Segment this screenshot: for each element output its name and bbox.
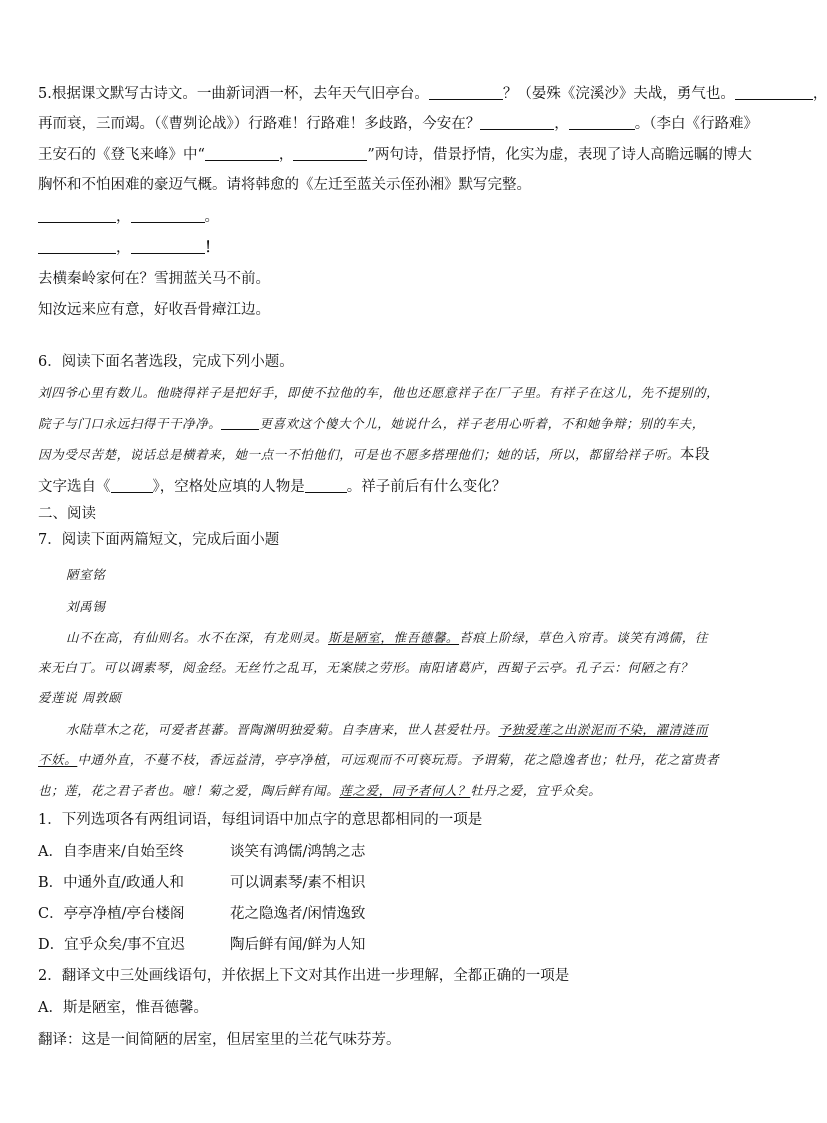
essay2-line-3: 也；莲，花之君子者也。噫！菊之爱，陶后鲜有闻。莲之爱，同予者何人？牡丹之爱，宜乎众矣。 — [38, 783, 602, 798]
option-a-second: 谈笑有鸿儒/鸿鹄之志 — [230, 844, 366, 860]
q5-text: ， — [812, 86, 827, 102]
answer-blank[interactable] — [38, 238, 116, 254]
q5-text: 知汝远来应有意，好收吾骨瘴江边。 — [38, 302, 270, 318]
q5-text: ”两句诗，借景抒情，化实为虚，表现了诗人高瞻远瞩的博大 — [367, 147, 752, 163]
option-c[interactable]: C．亭亭净植/亭台楼阁 — [38, 906, 185, 922]
underlined-sentence: 斯是陋室，惟吾德馨。 — [328, 630, 460, 645]
q5-text: ！ — [204, 239, 219, 256]
answer-blank[interactable] — [429, 84, 503, 100]
subq2-option-a[interactable]: A．斯是陋室，惟吾德馨。 — [38, 1000, 208, 1016]
subq2-translation: 翻译：这是一间简陋的居室，但居室里的兰花气味芬芳。 — [38, 1032, 401, 1048]
q5-line-2 — [38, 114, 758, 134]
answer-blank[interactable] — [735, 84, 813, 100]
q5-line-3 — [38, 145, 752, 165]
answer-blank[interactable] — [38, 207, 116, 223]
answer-blank[interactable] — [131, 238, 205, 254]
q5-line-4 — [38, 175, 531, 195]
essay1-line-2: 来无白丁。可以调素琴，阅金经。无丝竹之乱耳，无案牍之劳形。南阳诸葛庐，西蜀子云亭。孔子云：何陋之有？ — [38, 660, 694, 675]
q5-line-5 — [38, 207, 219, 227]
essay1-line-1: 山不在高，有仙则名。水不在深，有龙则灵。斯是陋室，惟吾德馨。苔痕上阶绿，草色入帘青。谈笑有鸿儒，往 — [66, 630, 708, 645]
essay2-line-2: 不妖。中通外直，不蔓不枝，香远益清，亭亭净植，可远观而不可亵玩焉。予谓菊，花之隐逸者也；牡丹，花之富贵者 — [38, 752, 720, 767]
q6-passage-line-1: 刘四爷心里有数儿。他晓得祥子是把好手，即使不拉他的车，他也还愿意祥子在厂子里。有祥子在这儿，先不提别的， — [38, 385, 720, 400]
subq1-title: 1．下列选项各有两组词语，每组词语中加点字的意思都相同的一项是 — [38, 812, 483, 828]
q5-line-6 — [38, 238, 219, 258]
answer-blank[interactable] — [293, 145, 367, 161]
q5-text: 。（李白《行路难》 — [634, 116, 758, 132]
underlined-sentence: 予独爱莲之出淤泥而不染，濯清涟而 — [498, 722, 708, 737]
q5-text: 胸怀和不怕困难的豪迈气概。请将韩愈的《左迁至蓝关示侄孙湘》默写完整。 — [38, 177, 531, 193]
answer-blank[interactable] — [569, 114, 635, 130]
q5-line-1 — [38, 84, 827, 104]
option-b[interactable]: B．中通外直/政通人和 — [38, 875, 185, 891]
q5-text: 王安石的《登飞来峰》中“ — [38, 147, 205, 163]
option-d-second: 陶后鲜有闻/鲜为人知 — [230, 937, 366, 953]
option-b-second: 可以调素琴/素不相识 — [230, 875, 366, 891]
q5-text: 5.根据课文默写古诗文。一曲新词酒一杯，去年天气旧亭台。 — [38, 86, 429, 102]
q5-text: 夫战，勇气也。 — [633, 86, 735, 102]
q5-text: ， — [554, 116, 569, 132]
q5-text: 再而衰，三而竭。（《曹刿论战》）行路难！行路难！多歧路，今安在？ — [38, 116, 481, 132]
q5-text: ， — [278, 147, 294, 163]
answer-blank[interactable] — [480, 114, 554, 130]
option-c-second: 花之隐逸者/闲情逸致 — [230, 906, 366, 922]
answer-blank[interactable] — [305, 477, 347, 493]
answer-blank[interactable] — [221, 414, 259, 430]
essay1-title: 陋室铭 — [66, 567, 106, 582]
option-a[interactable]: A．自李唐来/自始至终 — [38, 844, 184, 860]
answer-blank[interactable] — [205, 145, 279, 161]
essay2-line-1: 水陆草木之花，可爱者甚蕃。晋陶渊明独爱菊。自李唐来，世人甚爱牡丹。予独爱莲之出淤泥而不染，濯清涟而 — [66, 722, 708, 737]
q5-text: ？（晏殊《浣溪沙》 — [502, 86, 634, 102]
q6-passage-line-3: 因为受尽苦楚，说话总是横着来，她一点一不怕他们，可是也不愿多搭理他们；她的话，所以，都留给祥子听。本段 — [38, 447, 711, 463]
answer-blank[interactable] — [111, 477, 153, 493]
section-heading: 二、阅读 — [38, 506, 96, 522]
essay1-author: 刘禹锡 — [66, 599, 106, 614]
q7-title: 7．阅读下面两篇短文，完成后面小题 — [38, 532, 280, 548]
q5-line-8 — [38, 300, 270, 320]
q5-text: 。 — [204, 209, 219, 225]
essay2-title: 爱莲说 周敦颐 — [38, 690, 122, 705]
q6-passage-line-2: 院子与门口永远扫得干干净净。 更喜欢这个傻大个儿，她说什么，祥子老用心听着，不和她争辩；别的车夫， — [38, 416, 705, 431]
option-d[interactable]: D．宜乎众矣/事不宜迟 — [38, 937, 186, 953]
q6-title: 6．阅读下面名著选段，完成下列小题。 — [38, 354, 294, 370]
q5-line-7 — [38, 269, 270, 289]
q5-text: 去横秦岭家何在？雪拥蓝关马不前。 — [38, 271, 270, 287]
answer-blank[interactable] — [131, 207, 205, 223]
q5-text: ， — [116, 240, 131, 256]
underlined-sentence: 不妖。 — [38, 752, 78, 767]
underlined-sentence: 莲之爱，同予者何人？ — [339, 783, 471, 798]
q5-text: ， — [116, 209, 131, 225]
q6-question-line: 文字选自《 》，空格处应填的人物是 。祥子前后有什么变化？ — [38, 479, 507, 495]
subq2-title: 2．翻译文中三处画线语句，并依据上下文对其作出进一步理解，全都正确的一项是 — [38, 968, 570, 984]
